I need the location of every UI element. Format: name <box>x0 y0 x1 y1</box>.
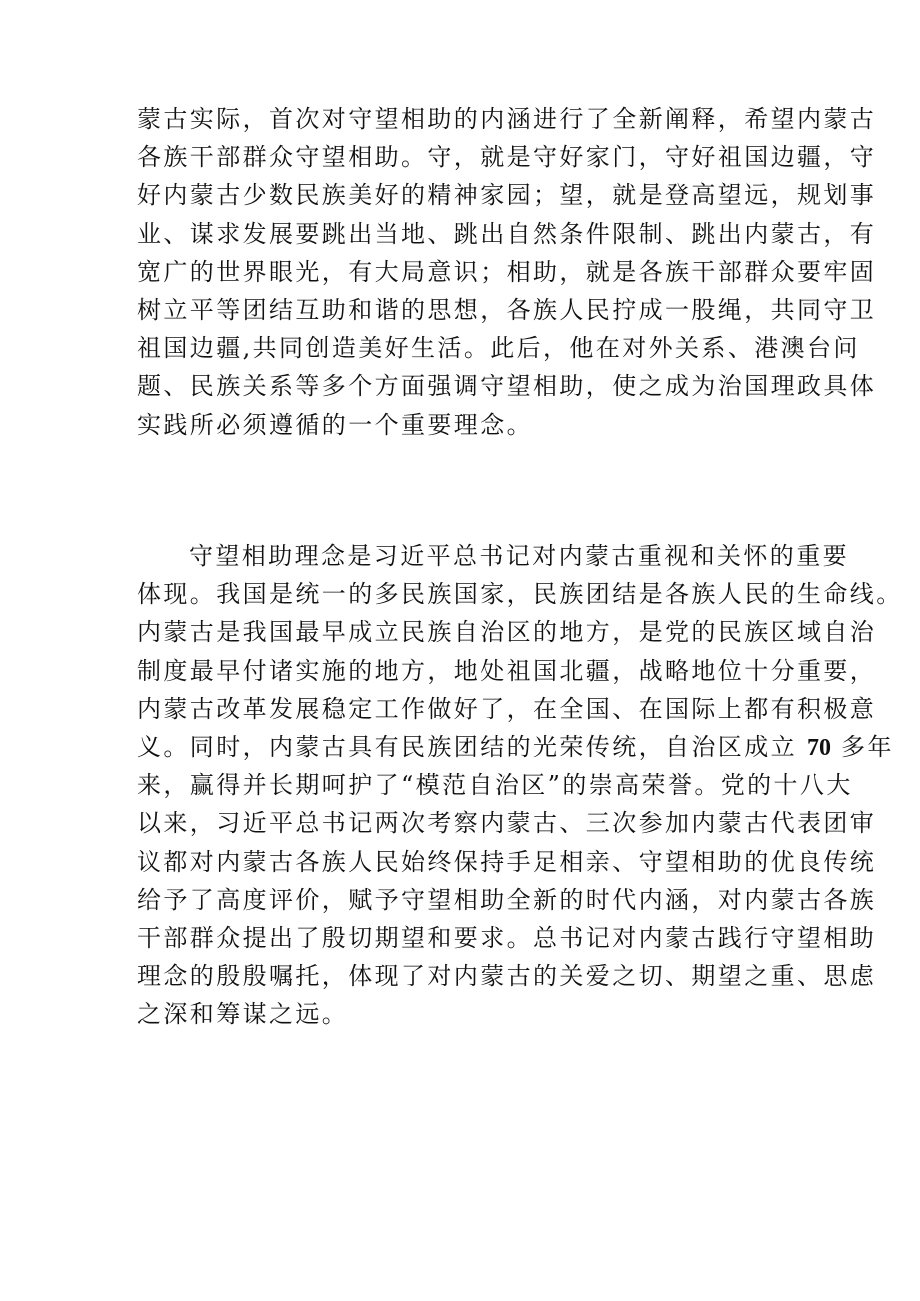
text-line: 理念的殷殷嘱托，体现了对内蒙古的关爱之切、期望之重、思虑 <box>137 962 877 991</box>
paragraph-2 <box>137 537 903 1033</box>
text-line: 题、民族关系等多个方面强调守望相助，使之成为治国理政具体 <box>137 372 877 401</box>
text-line: 内蒙古改革发展稳定工作做好了，在全国、在国际上都有积极意 <box>137 694 877 723</box>
text-line-indented: 守望相助理念是习近平总书记对内蒙古重视和关怀的重要 <box>189 542 849 570</box>
text-line <box>137 728 903 766</box>
text-segment: 义。同时，内蒙古具有民族团结的光荣传统，自治区成立 <box>137 732 808 761</box>
text-line: 宽广的世界眼光，有大局意识；相助，就是各族干部群众要牢固 <box>137 257 877 286</box>
text-line: 好内蒙古少数民族美好的精神家园；望，就是登高望远，规划事 <box>137 181 877 210</box>
text-line: 蒙古实际，首次对守望相助的内涵进行了全新阐释，希望内蒙古 <box>137 105 877 133</box>
number-70: 70 <box>807 734 832 761</box>
text-line: 各族干部群众守望相助。守，就是守好家门，守好祖国边疆，守 <box>137 143 877 172</box>
text-line: 祖国边疆,共同创造美好生活。此后，他在对外关系、港澳台问 <box>137 334 860 363</box>
text-line: 给予了高度评价，赋予守望相助全新的时代内涵，对内蒙古各族 <box>137 885 877 914</box>
text-line: 干部群众提出了殷切期望和要求。总书记对内蒙古践行守望相助 <box>137 923 877 952</box>
text-line: 实践所必须遵循的一个重要理念。 <box>137 410 533 439</box>
text-line: 来，赢得并长期呵护了“模范自治区”的崇高荣誉。党的十八大 <box>137 771 853 800</box>
text-line: 之深和筹谋之远。 <box>137 1000 349 1029</box>
text-line: 体现。我国是统一的多民族国家，民族团结是各族人民的生命线。 <box>137 580 903 609</box>
text-line: 以来，习近平总书记两次考察内蒙古、三次参加内蒙古代表团审 <box>137 809 877 838</box>
text-line: 树立平等团结互助和谐的思想，各族人民拧成一股绳，共同守卫 <box>137 295 877 324</box>
text-line: 内蒙古是我国最早成立民族自治区的地方，是党的民族区域自治 <box>137 618 877 647</box>
text-segment: 多年 <box>831 732 894 761</box>
paragraph-1 <box>137 100 876 444</box>
text-line: 业、谋求发展要跳出当地、跳出自然条件限制、跳出内蒙古，有 <box>137 219 877 248</box>
text-line: 制度最早付诸实施的地方，地处祖国北疆，战略地位十分重要， <box>137 656 877 685</box>
text-line: 议都对内蒙古各族人民始终保持手足相亲、守望相助的优良传统 <box>137 847 877 876</box>
